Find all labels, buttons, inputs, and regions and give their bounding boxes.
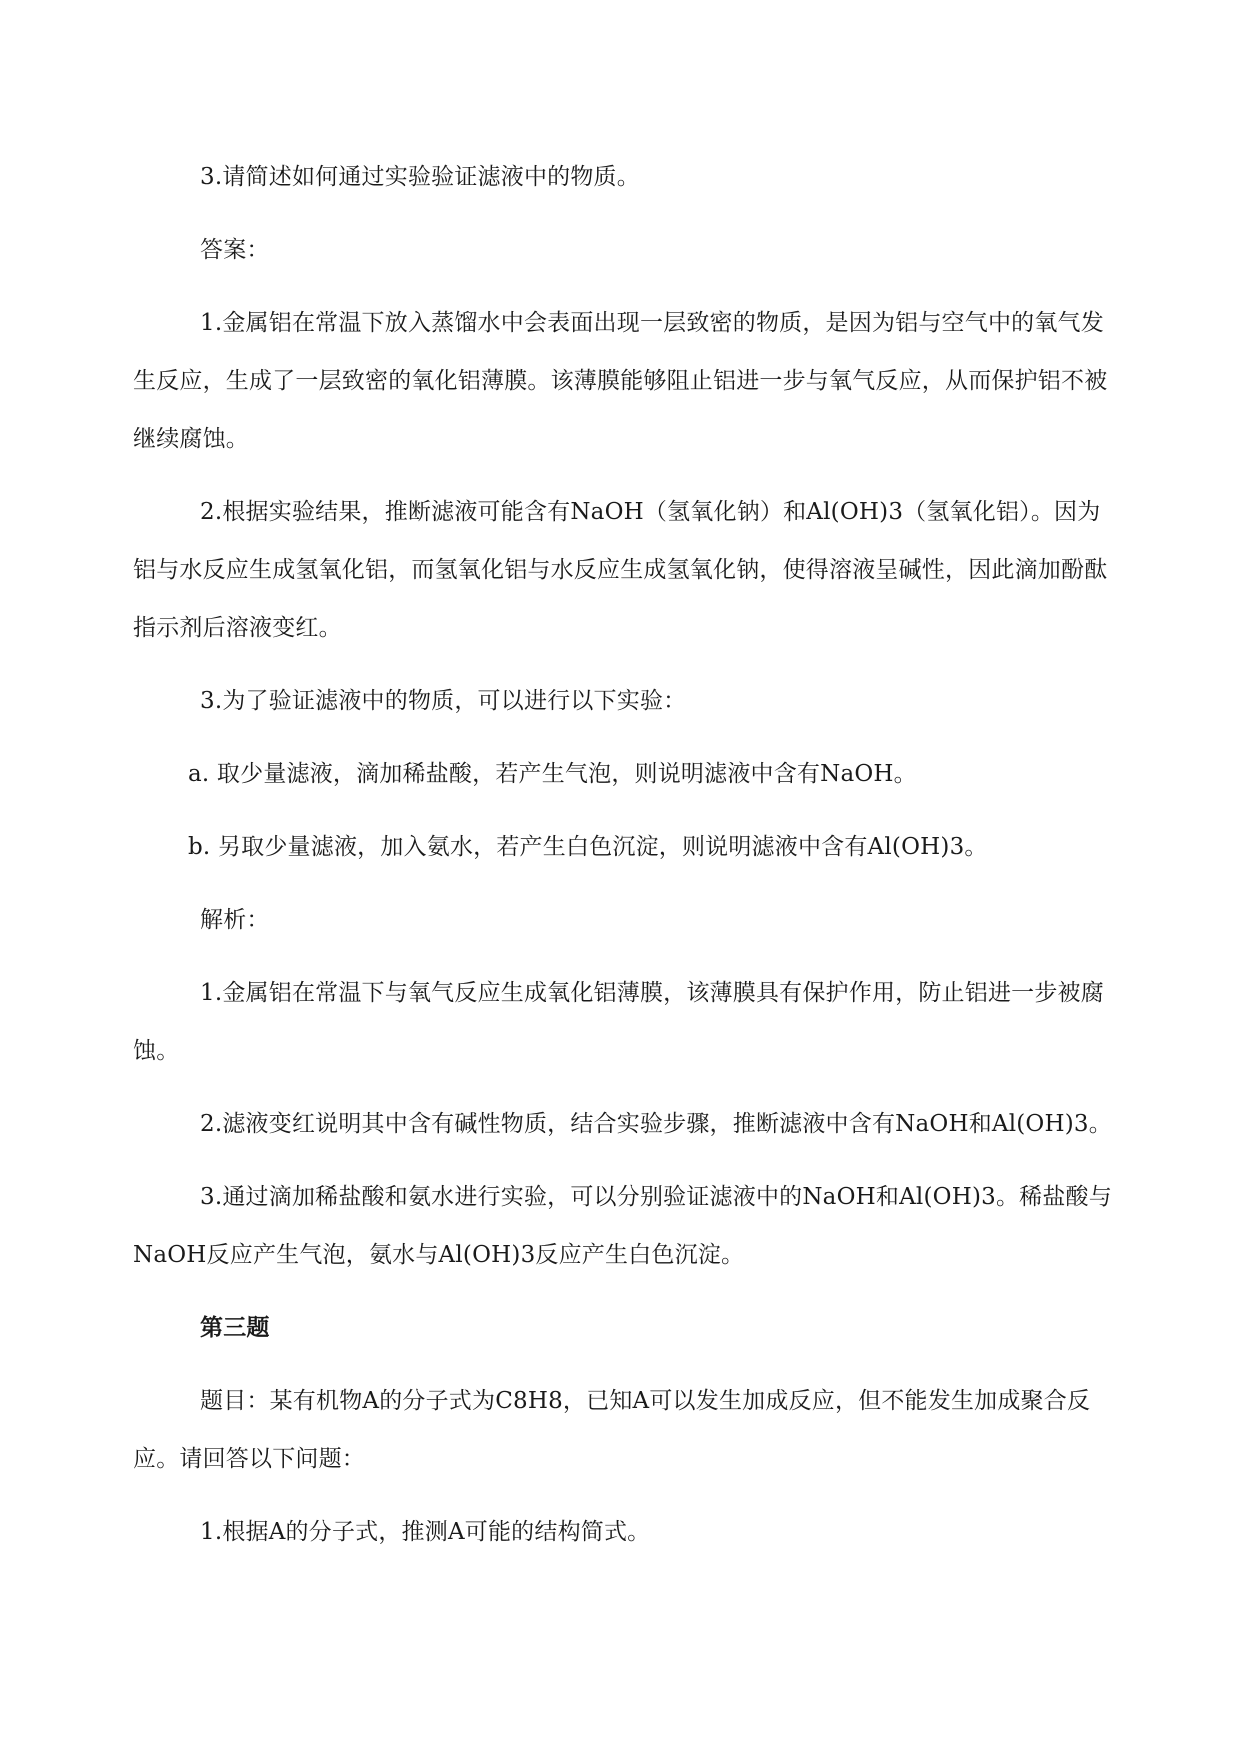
answer-3-step-b: b. 另取少量滤液，加入氨水，若产生白色沉淀，则说明滤液中含有Al(OH)3。 bbox=[188, 834, 988, 860]
answer-heading: 答案： bbox=[200, 237, 270, 263]
answer-1: 1.金属铝在常温下放入蒸馏水中会表面出现一层致密的物质，是因为铝与空气中的氧气发生反应，生成了一层致密的氧化铝薄膜。该薄膜能够阻止铝进一步与氧气反应，从而保护铝不被继续腐蚀。 bbox=[133, 310, 1108, 452]
third-question-item-1: 1.根据A的分子式，推测A可能的结构简式。 bbox=[200, 1519, 651, 1545]
question-3-prompt: 3.请简述如何通过实验验证滤液中的物质。 bbox=[200, 164, 640, 190]
analysis-2: 2.滤液变红说明其中含有碱性物质，结合实验步骤，推断滤液中含有NaOH和Al(OH)3。 bbox=[200, 1111, 1112, 1137]
document-body bbox=[133, 148, 1113, 1561]
analysis-1: 1.金属铝在常温下与氧气反应生成氧化铝薄膜，该薄膜具有保护作用，防止铝进一步被腐蚀。 bbox=[133, 980, 1104, 1064]
analysis-3: 3.通过滴加稀盐酸和氨水进行实验，可以分别验证滤液中的NaOH和Al(OH)3。稀盐酸与NaOH反应产生气泡，氨水与Al(OH)3反应产生白色沉淀。 bbox=[133, 1184, 1112, 1268]
answer-2: 2.根据实验结果，推断滤液可能含有NaOH（氢氧化钠）和Al(OH)3（氢氧化铝）。因为铝与水反应生成氢氧化铝，而氢氧化铝与水反应生成氢氧化钠，使得溶液呈碱性，因此滴加酚酞指示剂后溶液变红。 bbox=[133, 499, 1108, 641]
answer-3: 3.为了验证滤液中的物质，可以进行以下实验： bbox=[200, 688, 687, 714]
section-title-third-question: 第三题 bbox=[200, 1315, 270, 1341]
third-question-prompt: 题目：某有机物A的分子式为C8H8，已知A可以发生加成反应，但不能发生加成聚合反应。请回答以下问题： bbox=[133, 1388, 1091, 1472]
analysis-heading: 解析： bbox=[200, 907, 270, 933]
answer-3-step-a: a. 取少量滤液，滴加稀盐酸，若产生气泡，则说明滤液中含有NaOH。 bbox=[188, 761, 917, 787]
